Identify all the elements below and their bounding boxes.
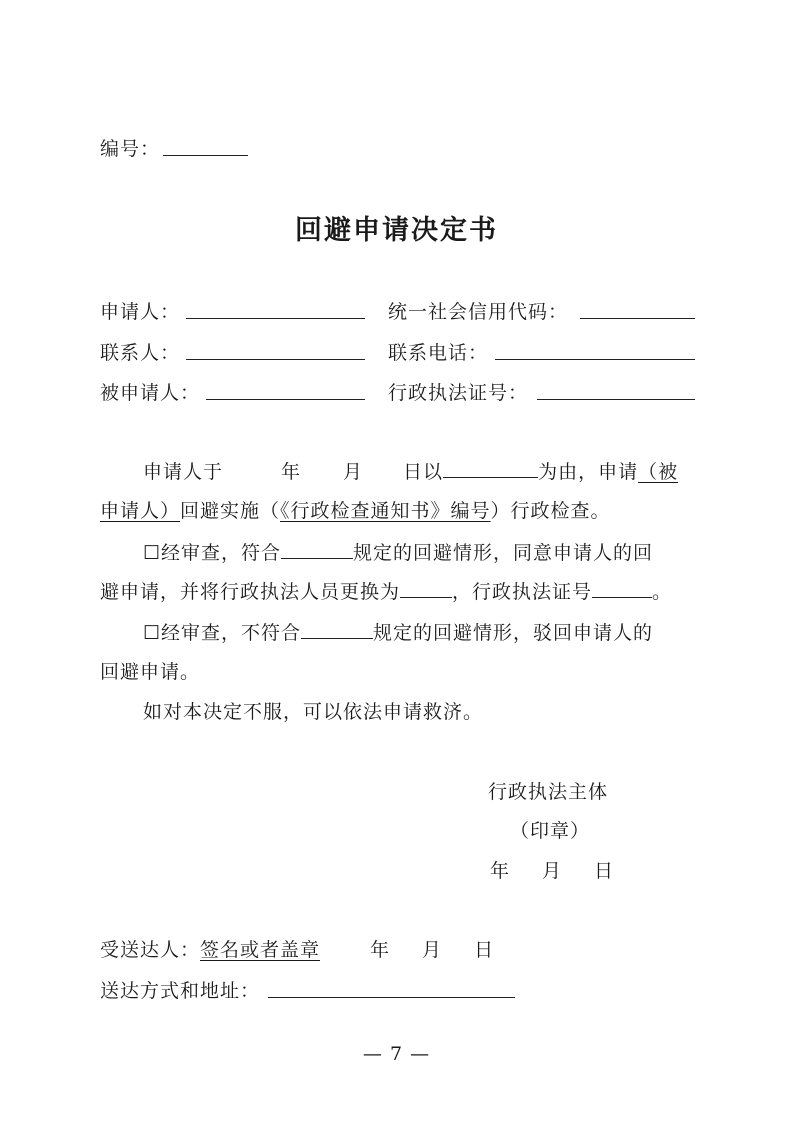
respondent-underlined: 申请人）	[100, 500, 181, 522]
option2-line1	[143, 618, 653, 645]
page-number: — 7 —	[362, 1043, 431, 1065]
number-label: 编号：	[100, 138, 161, 160]
number-blank	[163, 155, 248, 156]
p1-bei: （被	[638, 461, 679, 483]
phone-label: 联系电话：	[388, 342, 489, 364]
document-title: 回避申请决定书	[295, 215, 498, 246]
inspection: ）行政检查。	[490, 500, 611, 522]
seal-text: （印章）	[510, 820, 591, 842]
phone-blank	[495, 359, 695, 360]
p1-start: 申请人于	[143, 461, 224, 483]
p1-month: 月	[343, 461, 364, 483]
applicant-label: 申请人：	[100, 301, 181, 323]
credit-code-label: 统一社会信用代码：	[388, 301, 569, 323]
remedy-text	[143, 697, 483, 724]
option2-rule-blank	[301, 620, 373, 639]
option1-text-b: 规定的回避情形，同意申请人的回	[353, 542, 654, 564]
delivery-method-blank	[268, 997, 515, 998]
reason-blank	[443, 459, 538, 478]
enforcement-entity: 行政执法主体	[488, 781, 609, 803]
option1-rule-blank	[281, 540, 353, 559]
delivery-month: 月	[422, 939, 443, 961]
delivery-year: 年	[370, 939, 391, 961]
replacement-license-blank	[592, 579, 652, 598]
sign-or-seal: 签名或者盖章	[200, 939, 321, 961]
para1-line1	[143, 457, 678, 484]
p1-reason: 为由，申请	[538, 461, 639, 483]
option2-line2	[100, 657, 200, 684]
option1-checkbox-text: ☐经审查，符合	[143, 542, 282, 564]
sign-day: 日	[594, 860, 615, 882]
contact-label: 联系人：	[100, 342, 181, 364]
option1-line1	[143, 538, 653, 565]
contact-blank	[186, 359, 365, 360]
credit-code-blank	[580, 318, 695, 319]
p1-year: 年	[281, 461, 302, 483]
replacement-blank	[400, 579, 452, 598]
delivery-method-label: 送达方式和地址：	[100, 980, 261, 1002]
sign-year: 年	[490, 860, 511, 882]
respondent-blank	[206, 399, 365, 400]
option1-line2	[100, 577, 672, 604]
remedy: 如对本决定不服，可以依法申请救济。	[143, 701, 484, 723]
sign-month: 月	[542, 860, 563, 882]
avoid-impl: 回避实施（	[180, 500, 281, 522]
option1-text-e: 。	[652, 581, 673, 603]
applicant-blank	[186, 318, 365, 319]
p1-day: 日以	[403, 461, 444, 483]
delivery-recipient-row	[100, 935, 494, 962]
respondent-label: 被申请人：	[100, 382, 201, 404]
para1-line2	[100, 496, 611, 523]
option2-text-b: 规定的回避情形，驳回申请人的	[373, 622, 654, 644]
recipient-label: 受送达人：	[100, 939, 201, 961]
sign-date	[490, 856, 614, 883]
license-no-label: 行政执法证号：	[388, 382, 529, 404]
option1-text-d: ，行政执法证号	[452, 581, 593, 603]
delivery-day: 日	[474, 939, 495, 961]
option2-text-c: 回避申请。	[100, 661, 201, 683]
option2-checkbox-text: ☐经审查，不符合	[143, 622, 302, 644]
notice-underlined: 《行政检查通知书》编号	[280, 500, 491, 522]
license-no-blank	[537, 399, 695, 400]
option1-text-c: 避申请，并将行政执法人员更换为	[100, 581, 401, 603]
